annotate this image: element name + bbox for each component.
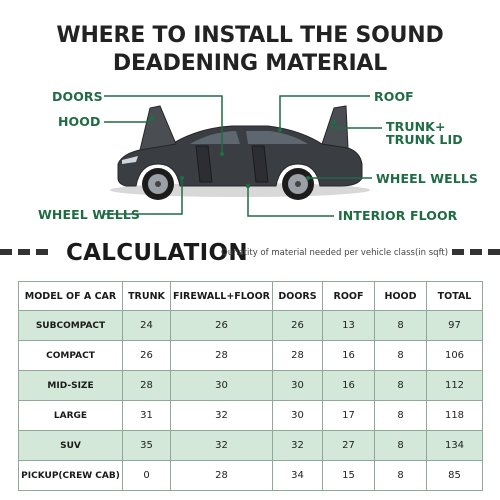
cell-model: COMPACT	[19, 341, 123, 371]
calculation-title: CALCULATION	[66, 240, 248, 266]
label-hood: HOOD	[58, 114, 101, 129]
cell-doors: 30	[273, 401, 323, 431]
cell-doors: 30	[273, 371, 323, 401]
label-trunk-line-2: TRUNK LID	[386, 132, 463, 147]
cell-total: 134	[427, 431, 483, 461]
cell-total: 97	[427, 311, 483, 341]
title-line-1: WHERE TO INSTALL THE SOUND	[56, 23, 444, 48]
table-row	[19, 401, 483, 431]
table-row	[19, 371, 483, 401]
cell-trunk: 0	[123, 461, 171, 491]
calculation-heading	[0, 238, 500, 268]
cell-firewall-floor: 32	[171, 401, 273, 431]
cell-doors: 32	[273, 431, 323, 461]
cell-model: SUBCOMPACT	[19, 311, 123, 341]
roof-leader-line	[280, 96, 370, 130]
cell-model: LARGE	[19, 401, 123, 431]
cell-hood: 8	[375, 371, 427, 401]
cell-firewall-floor: 28	[171, 461, 273, 491]
cell-roof: 15	[323, 461, 375, 491]
title-line-2: DEADENING MATERIAL	[112, 51, 388, 76]
hood-leader-line	[104, 118, 152, 122]
cell-trunk: 35	[123, 431, 171, 461]
cell-firewall-floor: 26	[171, 311, 273, 341]
cell-model: PICKUP(CREW CAB)	[19, 461, 123, 491]
column-header: MODEL OF A CAR	[19, 282, 123, 311]
cell-roof: 13	[323, 311, 375, 341]
table-row	[19, 431, 483, 461]
label-roof: ROOF	[374, 89, 414, 104]
cell-doors: 28	[273, 341, 323, 371]
cell-hood: 8	[375, 461, 427, 491]
cell-roof: 17	[323, 401, 375, 431]
cell-model: SUV	[19, 431, 123, 461]
cell-roof: 16	[323, 341, 375, 371]
cell-hood: 8	[375, 311, 427, 341]
cell-trunk: 31	[123, 401, 171, 431]
cell-hood: 8	[375, 431, 427, 461]
cell-model: MID-SIZE	[19, 371, 123, 401]
car-diagram	[0, 82, 500, 232]
cell-doors: 26	[273, 311, 323, 341]
cell-trunk: 26	[123, 341, 171, 371]
table-row	[19, 341, 483, 371]
column-header: TOTAL	[427, 282, 483, 311]
cell-firewall-floor: 32	[171, 431, 273, 461]
cell-firewall-floor: 30	[171, 371, 273, 401]
cell-trunk: 28	[123, 371, 171, 401]
cell-trunk: 24	[123, 311, 171, 341]
cell-total: 85	[427, 461, 483, 491]
column-header: ROOF	[323, 282, 375, 311]
column-header: FIREWALL+FLOOR	[171, 282, 273, 311]
column-header: HOOD	[375, 282, 427, 311]
cell-doors: 34	[273, 461, 323, 491]
column-header: DOORS	[273, 282, 323, 311]
cell-hood: 8	[375, 401, 427, 431]
cell-roof: 16	[323, 371, 375, 401]
label-wheel-wells-right: WHEEL WELLS	[376, 171, 479, 186]
cell-total: 118	[427, 401, 483, 431]
label-doors: DOORS	[52, 89, 103, 104]
calculation-table	[18, 281, 483, 491]
column-header: TRUNK	[123, 282, 171, 311]
separator-right	[448, 249, 500, 255]
table-row	[19, 461, 483, 491]
cell-firewall-floor: 28	[171, 341, 273, 371]
cell-hood: 8	[375, 341, 427, 371]
cell-total: 106	[427, 341, 483, 371]
calculation-subtitle: Qunatity of material needed per vehicle class(in sqft)	[221, 248, 449, 258]
table-row	[19, 311, 483, 341]
table-header-row	[19, 282, 483, 311]
label-wheel-wells-left: WHEEL WELLS	[38, 207, 141, 222]
label-trunk-line-1: TRUNK+	[386, 119, 446, 134]
cell-total: 112	[427, 371, 483, 401]
label-interior-floor: INTERIOR FLOOR	[338, 208, 458, 223]
cell-roof: 27	[323, 431, 375, 461]
